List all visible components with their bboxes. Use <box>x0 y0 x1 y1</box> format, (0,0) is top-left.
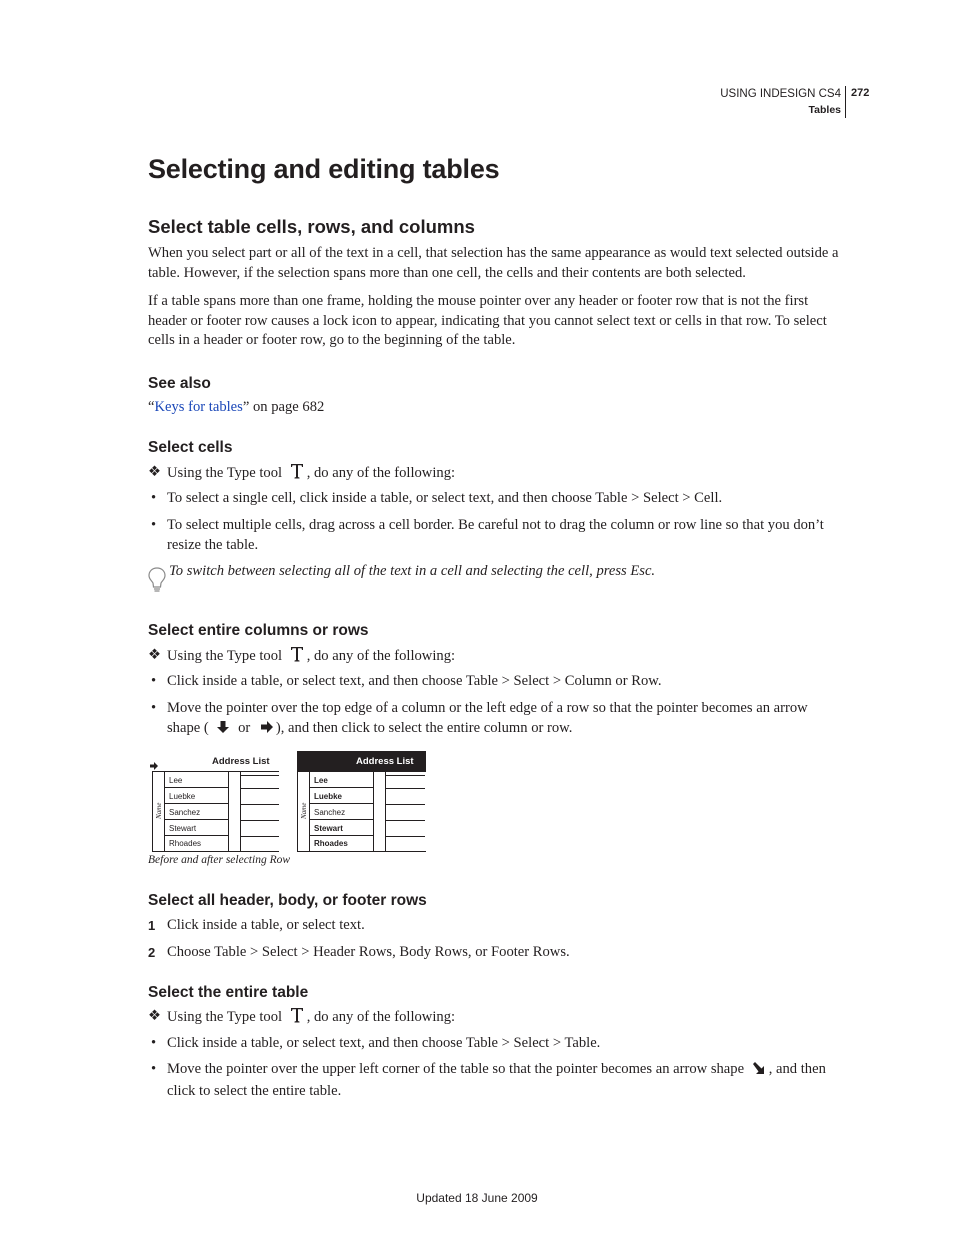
table-rule <box>240 820 279 821</box>
intro-text: Using the Type tool <box>167 465 283 481</box>
table-cell: Lee <box>169 776 183 785</box>
paragraph <box>148 292 843 351</box>
select-table-heading: Select the entire table <box>148 984 309 1001</box>
table-rule <box>297 751 298 852</box>
paragraph <box>148 244 843 283</box>
list-item <box>148 672 843 692</box>
table-rule <box>385 804 425 805</box>
list-item-text: Move the pointer over the upper left corner of the table so that the pointer becomes an arrow shape <box>167 1061 745 1077</box>
table-cell: Rhoades <box>169 839 202 848</box>
intro-text: Using the Type tool <box>167 648 283 664</box>
right-arrow-icon <box>260 720 274 741</box>
table-rule <box>297 851 426 852</box>
list-item-text: To select a single cell, click inside a table, or select text, and then choose Table > Select > Cell. <box>167 490 723 506</box>
table-cell: Rhoades <box>314 839 348 848</box>
table-rule <box>240 836 279 837</box>
table-rule <box>385 836 425 837</box>
type-tool-icon <box>290 1007 304 1023</box>
list-item-text: To select multiple cells, drag across a cell border. Be careful not to drag the column or row line so that you don’t resize the table. <box>167 517 824 553</box>
list-item-text-end: , and then click to select the entire table. <box>167 1061 826 1099</box>
step-number: 2 <box>148 945 156 960</box>
table-rule <box>240 775 279 776</box>
numbered-step <box>148 943 843 963</box>
intro-text-end: , do any of the following: <box>306 648 456 664</box>
bullet-marker: • <box>151 517 157 533</box>
table-rule <box>164 819 228 820</box>
table-cell: Sanchez <box>314 808 346 817</box>
diamond-marker: ❖ <box>148 1008 162 1024</box>
procedure-intro <box>148 1007 843 1028</box>
tip-text: To switch between selecting all of the text in a cell and selecting the cell, press Esc. <box>169 563 656 579</box>
table-rule <box>152 771 153 852</box>
table-rule <box>164 771 165 852</box>
step-text: Choose Table > Select > Header Rows, Body Rows, or Footer Rows. <box>167 944 570 960</box>
diamond-marker: ❖ <box>148 464 162 480</box>
or-text: or <box>238 719 251 736</box>
header-divider <box>845 86 846 118</box>
bullet-marker: • <box>151 1061 157 1077</box>
table-rule <box>385 788 425 789</box>
table-cell: Lee <box>314 776 328 785</box>
bullet-marker: • <box>151 673 157 689</box>
table-rule <box>152 771 279 772</box>
open-quote: “ <box>148 399 155 415</box>
list-item <box>148 1060 843 1101</box>
table-rule <box>309 819 373 820</box>
type-tool-icon <box>290 646 304 662</box>
bullet-marker: • <box>151 700 157 716</box>
bullet-marker: • <box>151 490 157 506</box>
table-before <box>150 751 280 852</box>
diagonal-arrow-icon <box>752 1061 767 1082</box>
keys-for-tables-link[interactable]: Keys for tables <box>154 399 243 415</box>
section-heading: Select table cells, rows, and columns <box>148 216 475 237</box>
paragraph-text: When you select part or all of the text in a cell, that selection has the same appearance as would text selected outside a table. However, if the selection spans more than one cell, the cells and their contents are both selected. <box>148 245 839 281</box>
table-cell: Luebke <box>314 792 343 801</box>
side-label: Name <box>300 802 308 819</box>
list-item <box>148 516 843 555</box>
table-rule <box>240 788 279 789</box>
running-header-section: Tables <box>808 104 841 116</box>
table-after <box>296 751 426 852</box>
table-rule <box>240 804 279 805</box>
bullet-marker: • <box>151 1035 157 1051</box>
intro-text-end: , do any of the following: <box>306 465 456 481</box>
reference-page: ” on page 682 <box>242 399 325 415</box>
down-arrow-icon <box>216 720 230 741</box>
page-footer: Updated 18 June 2009 <box>416 1191 538 1205</box>
figure-caption: Before and after selecting Row <box>148 854 291 866</box>
table-cell: Luebke <box>169 792 196 801</box>
table-rule <box>309 787 373 788</box>
intro-text-end: , do any of the following: <box>306 1009 456 1025</box>
table-cell: Sanchez <box>169 808 201 817</box>
lightbulb-icon <box>147 566 167 594</box>
page-title: Selecting and editing tables <box>148 154 500 184</box>
running-header-title: USING INDESIGN CS4 <box>720 88 841 100</box>
table-rule <box>385 771 386 852</box>
table-rule <box>164 803 228 804</box>
table-rule <box>228 771 229 852</box>
table-cell: Stewart <box>169 824 197 833</box>
list-item-text: Click inside a table, or select text, and then choose Table > Select > Table. <box>167 1035 601 1051</box>
table-rule <box>309 835 373 836</box>
step-text: Click inside a table, or select text. <box>167 917 365 933</box>
see-also-reference <box>148 398 843 418</box>
list-item-text: Click inside a table, or select text, and then choose Table > Select > Column or Row. <box>167 673 662 689</box>
list-item-text: Move the pointer over the top edge of a column or the left edge of a row so that the pointer becomes an arrow shape ( <box>167 700 808 736</box>
table-cell: Stewart <box>314 824 343 833</box>
step-number: 1 <box>148 918 156 933</box>
table-rule <box>373 771 374 852</box>
table-header-label: Address List <box>212 756 270 767</box>
numbered-step <box>148 916 843 936</box>
table-rule <box>385 820 425 821</box>
list-item <box>148 1034 843 1054</box>
select-cells-heading: Select cells <box>148 439 233 456</box>
table-rule <box>164 835 228 836</box>
table-rule <box>309 803 373 804</box>
select-header-heading: Select all header, body, or footer rows <box>148 892 427 909</box>
table-rule <box>309 771 310 852</box>
select-columns-heading: Select entire columns or rows <box>148 622 369 639</box>
list-item <box>148 699 843 740</box>
intro-text: Using the Type tool <box>167 1009 283 1025</box>
table-rule <box>240 771 241 852</box>
procedure-intro <box>148 646 843 667</box>
table-rule <box>164 787 228 788</box>
type-tool-icon <box>290 463 304 479</box>
table-header-label: Address List <box>356 756 414 767</box>
table-rule <box>152 851 279 852</box>
diamond-marker: ❖ <box>148 647 162 663</box>
procedure-intro <box>148 463 843 484</box>
paragraph-text: If a table spans more than one frame, holding the mouse pointer over any header or footer row that is not the first header or footer row causes a lock icon to appear, indicating that you cannot select text or cells in that row. To select cells in a header or footer row, go to the beginning of the table. <box>148 293 827 348</box>
list-item-text-end: ), and then click to select the entire column or row. <box>275 719 573 736</box>
side-label: Name <box>155 802 163 819</box>
list-item <box>148 489 843 509</box>
table-rule <box>385 775 425 776</box>
see-also-heading: See also <box>148 375 211 392</box>
page-number: 272 <box>851 87 870 99</box>
